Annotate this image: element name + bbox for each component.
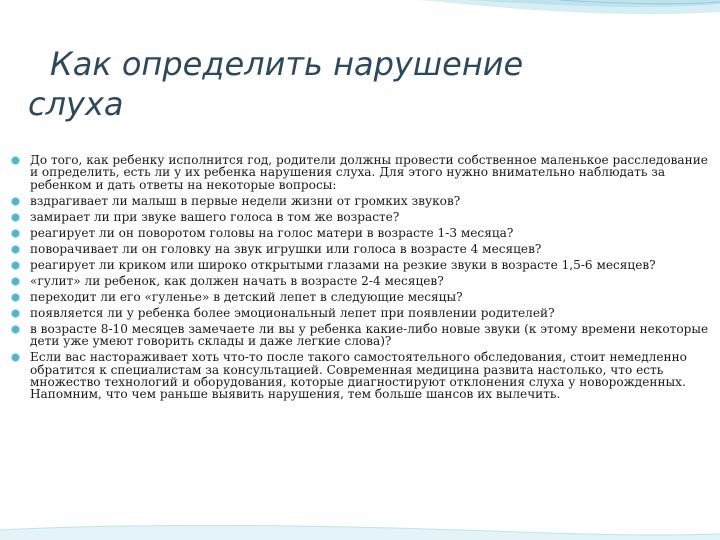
title-line-2: слуха: [28, 85, 124, 123]
bullet-icon: [12, 326, 19, 333]
bullet-icon: [12, 198, 19, 205]
list-item: реагирует ли криком или широко открытыми глазами на резкие звуки в возрасте 1,5-6 месяцев?: [12, 259, 712, 271]
list-item: в возрасте 8-10 месяцев замечаете ли вы у ребенка какие-либо новые звуки (к этому времени некоторые дети уже умеют говорить склады и даже легкие слова)?: [12, 323, 712, 348]
bullet-icon: [12, 157, 19, 164]
list-item: замирает ли при звуке вашего голоса в том же возрасте?: [12, 211, 712, 223]
bullet-icon: [12, 278, 19, 285]
list-item: До того, как ребенку исполнится год, родители должны провести собственное маленькое расследование и определить, есть ли у их ребенка нарушения слуха. Для этого нужно внимательно наблюдать за ребенком и дать ответы на некоторые вопросы:: [12, 154, 712, 191]
bullet-icon: [12, 310, 19, 317]
bullet-list: [12, 154, 712, 404]
bullet-icon: [12, 214, 19, 221]
list-item: реагирует ли он поворотом головы на голос матери в возрасте 1-3 месяца?: [12, 227, 712, 239]
slide-title: [28, 44, 648, 124]
bottom-wave-decoration: [0, 500, 720, 540]
bullet-icon: [12, 230, 19, 237]
list-item: переходит ли его «гуленье» в детский лепет в следующие месяцы?: [12, 291, 712, 303]
bullet-icon: [12, 262, 19, 269]
bullet-icon: [12, 294, 19, 301]
list-item: вздрагивает ли малыш в первые недели жизни от громких звуков?: [12, 195, 712, 207]
list-item: Если вас настораживает хоть что-то после такого самостоятельного обследования, стоит немедленно обратится к специалистам за консультацией. Современная медицина развита настолько, что есть множество технологий и оборудования, которые диагностируют отклонения слуха у новорожденных. Напомним, что чем раньше выявить нарушения, тем больше шансов их вылечить.: [12, 351, 712, 401]
bullet-icon: [12, 246, 19, 253]
bullet-icon: [12, 354, 19, 361]
list-item: «гулит» ли ребенок, как должен начать в возрасте 2-4 месяцев?: [12, 275, 712, 287]
list-item: поворачивает ли он головку на звук игрушки или голоса в возрасте 4 месяцев?: [12, 243, 712, 255]
list-item: появляется ли у ребенка более эмоциональный лепет при появлении родителей?: [12, 307, 712, 319]
title-line-1: Как определить нарушение: [50, 45, 524, 83]
